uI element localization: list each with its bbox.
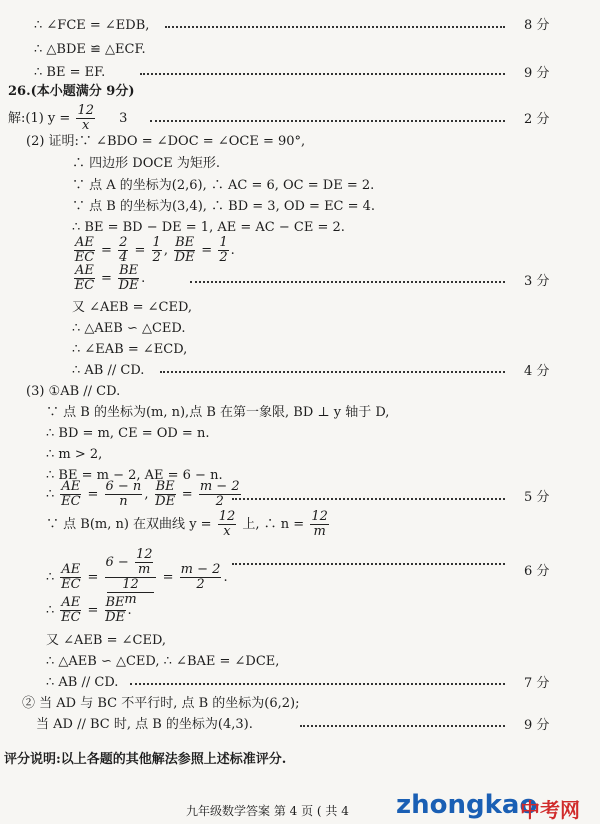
part-2-ratio-equal: $\frac{AE}{EC}$ = $\frac{BE}{DE}$ . xyxy=(74,263,146,293)
part-3-ratio-equal: ∴ $\frac{AE}{EC}$ = $\frac{BE}{DE}$ . xyxy=(46,595,132,625)
part-2-point-b: ∵ 点 B 的坐标为(3,4), ∴ BD = 3, OD = EC = 4. xyxy=(72,199,376,214)
part-3-m-gt-2: ∴ m > 2, xyxy=(46,447,103,462)
dot-leader xyxy=(130,683,505,685)
dot-leader xyxy=(232,563,505,565)
score-7: 7 分 xyxy=(524,676,550,691)
part-2-parallel: ∴ AB // CD. xyxy=(72,363,145,378)
part-2-ratio-line: $\frac{AE}{EC}$ = $\frac{2}{4}$ = $\frac{1}{2}$ , $\frac{BE}{DE}$ = $\frac{1}{2}$ . xyxy=(74,235,235,265)
part-3-intro: (3) ①AB // CD. xyxy=(26,384,121,399)
part-1-prefix: 解:(1) y = xyxy=(8,111,71,126)
score-9b: 9 分 xyxy=(524,718,550,733)
part-1-extra: 3 xyxy=(119,111,128,126)
dot-leader xyxy=(140,73,505,75)
part-2-angle: 又 ∠AEB = ∠CED, xyxy=(72,300,193,315)
score-5: 5 分 xyxy=(524,490,550,505)
line-fce-edb: ∴ ∠FCE = ∠EDB, xyxy=(34,18,150,33)
part-2-point-a: ∵ 点 A 的坐标为(2,6), ∴ AC = 6, OC = DE = 2. xyxy=(72,178,375,193)
page-footer: 九年级数学答案 第 4 页 ( 共 4 xyxy=(186,804,349,818)
dot-leader xyxy=(165,26,505,28)
part-3-case-2b: 当 AD // BC 时, 点 B 的坐标为(4,3). xyxy=(36,717,253,732)
dot-leader xyxy=(150,120,505,122)
line-congruent: ∴ △BDE ≌ △ECF. xyxy=(34,42,146,57)
part-1-solution xyxy=(8,104,127,133)
part-3-be-ae: ∴ BE = m − 2, AE = 6 − n. xyxy=(46,468,223,483)
part-3-angle: 又 ∠AEB = ∠CED, xyxy=(46,633,167,648)
part-3-similar: ∴ △AEB ∽ △CED, ∴ ∠BAE = ∠DCE, xyxy=(46,654,280,669)
part-2-rectangle: ∴ 四边形 DOCE 为矩形. xyxy=(72,156,221,171)
dot-leader xyxy=(190,281,505,283)
score-3: 3 分 xyxy=(524,274,550,289)
part-3-point-b: ∵ 点 B 的坐标为(m, n),点 B 在第一象限, BD ⊥ y 轴于 D, xyxy=(46,405,390,420)
part-3-ratio-line: ∴ $\frac{AE}{EC}$ = $\frac{6 - n}{n}$ , $\frac{BE}{DE}$ = $\frac{m - 2}{2}$ xyxy=(46,479,240,509)
fraction-12-over-x: $\frac{12}{x}$ xyxy=(77,103,94,133)
part-3-bd-ce: ∴ BD = m, CE = OD = n. xyxy=(46,426,210,441)
score-6: 6 分 xyxy=(524,564,550,579)
scoring-note: 评分说明:以上各题的其他解法参照上述标准评分. xyxy=(4,752,287,767)
score-9a: 9 分 xyxy=(524,66,550,81)
part-2-similar: ∴ △AEB ∽ △CED. xyxy=(72,321,186,336)
score-2: 2 分 xyxy=(524,112,550,127)
score-4: 4 分 xyxy=(524,364,550,379)
part-2-intro: (2) 证明:∵ ∠BDO = ∠DOC = ∠OCE = 90°, xyxy=(26,134,306,149)
dot-leader xyxy=(232,498,505,500)
score-8: 8 分 xyxy=(524,18,550,33)
watermark-logo-cn: 中考网 xyxy=(520,798,580,822)
part-3-hyperbola: ∵ 点 B(m, n) 在双曲线 y = $\frac{12}{x}$ 上, ∴ n = $\frac{12}{m}$ xyxy=(46,509,328,539)
question-26-heading: 26.(本小题满分 9分) xyxy=(8,84,135,99)
part-2-be-ae: ∴ BE = BD − DE = 1, AE = AC − CE = 2. xyxy=(72,220,345,235)
line-be-ef: ∴ BE = EF. xyxy=(34,65,106,80)
part-3-parallel: ∴ AB // CD. xyxy=(46,675,119,690)
part-2-angle-eq: ∴ ∠EAB = ∠ECD, xyxy=(72,342,188,357)
watermark-logo-text: zhongkao xyxy=(396,790,538,820)
dot-leader xyxy=(300,725,505,727)
part-3-substituted-ratio: ∴ $\frac{AE}{EC}$ = 6 − $\frac{12}{m}$ 12 m = $\frac{m - 2}{2}$ . xyxy=(46,547,228,607)
part-3-case-2a: ② 当 AD 与 BC 不平行时, 点 B 的坐标为(6,2); xyxy=(22,696,300,711)
dot-leader xyxy=(160,371,505,373)
